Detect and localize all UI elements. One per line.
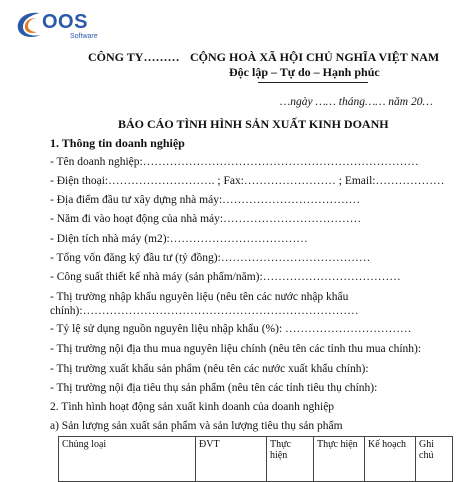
field-factory-area: - Diện tích nhà máy (m2):……………………………… (50, 233, 308, 245)
table-header-cell: Kế hoạch (365, 437, 416, 482)
date-line: …ngày …… tháng…… năm 20… (280, 96, 433, 108)
field-import-market: - Thị trường nhập khẩu nguyên liệu (nêu tên các nước nhập khẩu (50, 291, 349, 303)
table-header-cell: Chủng loại (59, 437, 196, 482)
field-company-name: - Tên doanh nghiệp:……………………………………………………………… (50, 156, 419, 168)
field-registered-capital: - Tổng vốn đăng ký đầu tư (tỷ đồng):………………………………… (50, 252, 371, 264)
table-header-cell: Thực hiện (267, 437, 314, 482)
company-logo (14, 9, 104, 41)
table-header-cell: ĐVT (196, 437, 267, 482)
table-header-row (59, 437, 453, 482)
company-name: CÔNG TY……… (88, 50, 180, 64)
table-header-cell: Ghi chú (416, 437, 453, 482)
report-title: BÁO CÁO TÌNH HÌNH SẢN XUẤT KINH DOANH (118, 117, 389, 131)
logo-subtitle: Software (70, 33, 98, 40)
section-2a-heading: a) Sản lượng sản xuất sản phẩm và sản lượng tiêu thụ sản phẩm (50, 420, 343, 432)
national-motto: Độc lập – Tự do – Hạnh phúc (229, 65, 380, 79)
field-contact: - Điện thoại:………………………. ; Fax:…………………… ; Email:……………… (50, 175, 445, 187)
field-factory-location: - Địa điểm đầu tư xây dựng nhà máy:……………………………… (50, 194, 361, 206)
field-operation-year: - Năm đi vào hoạt động của nhà máy:……………………………… (50, 213, 362, 225)
country-name: CỘNG HOÀ XÃ HỘI CHỦ NGHĨA VIỆT NAM (190, 50, 440, 64)
field-export-market: - Thị trường xuất khẩu sản phẩm (nêu tên các nước xuất khẩu chính): (50, 363, 369, 375)
field-design-capacity: - Công suất thiết kế nhà máy (sản phẩm/năm):……………………………… (50, 271, 401, 283)
production-table (58, 436, 453, 482)
field-domestic-sourcing: - Thị trường nội địa thu mua nguyên liệu chính (nêu tên các tỉnh thu mua chính): (50, 343, 422, 355)
field-domestic-consumption: - Thị trường nội địa tiêu thụ sản phẩm (nêu tên các tỉnh tiêu thụ chính): (50, 382, 378, 394)
logo-name: OOS (42, 11, 88, 33)
field-import-ratio: - Tỷ lệ sử dụng nguồn nguyên liệu nhập khẩu (%): …………………………… (50, 323, 412, 335)
field-import-market-cont: chính):……………………………………………………………… (50, 305, 359, 317)
section-1-heading: 1. Thông tin doanh nghiệp (50, 136, 185, 150)
table-header-cell: Thực hiện (314, 437, 365, 482)
section-2-heading: 2. Tình hình hoạt động sản xuất kinh doanh của doanh nghiệp (50, 401, 335, 413)
motto-underline (258, 82, 368, 83)
